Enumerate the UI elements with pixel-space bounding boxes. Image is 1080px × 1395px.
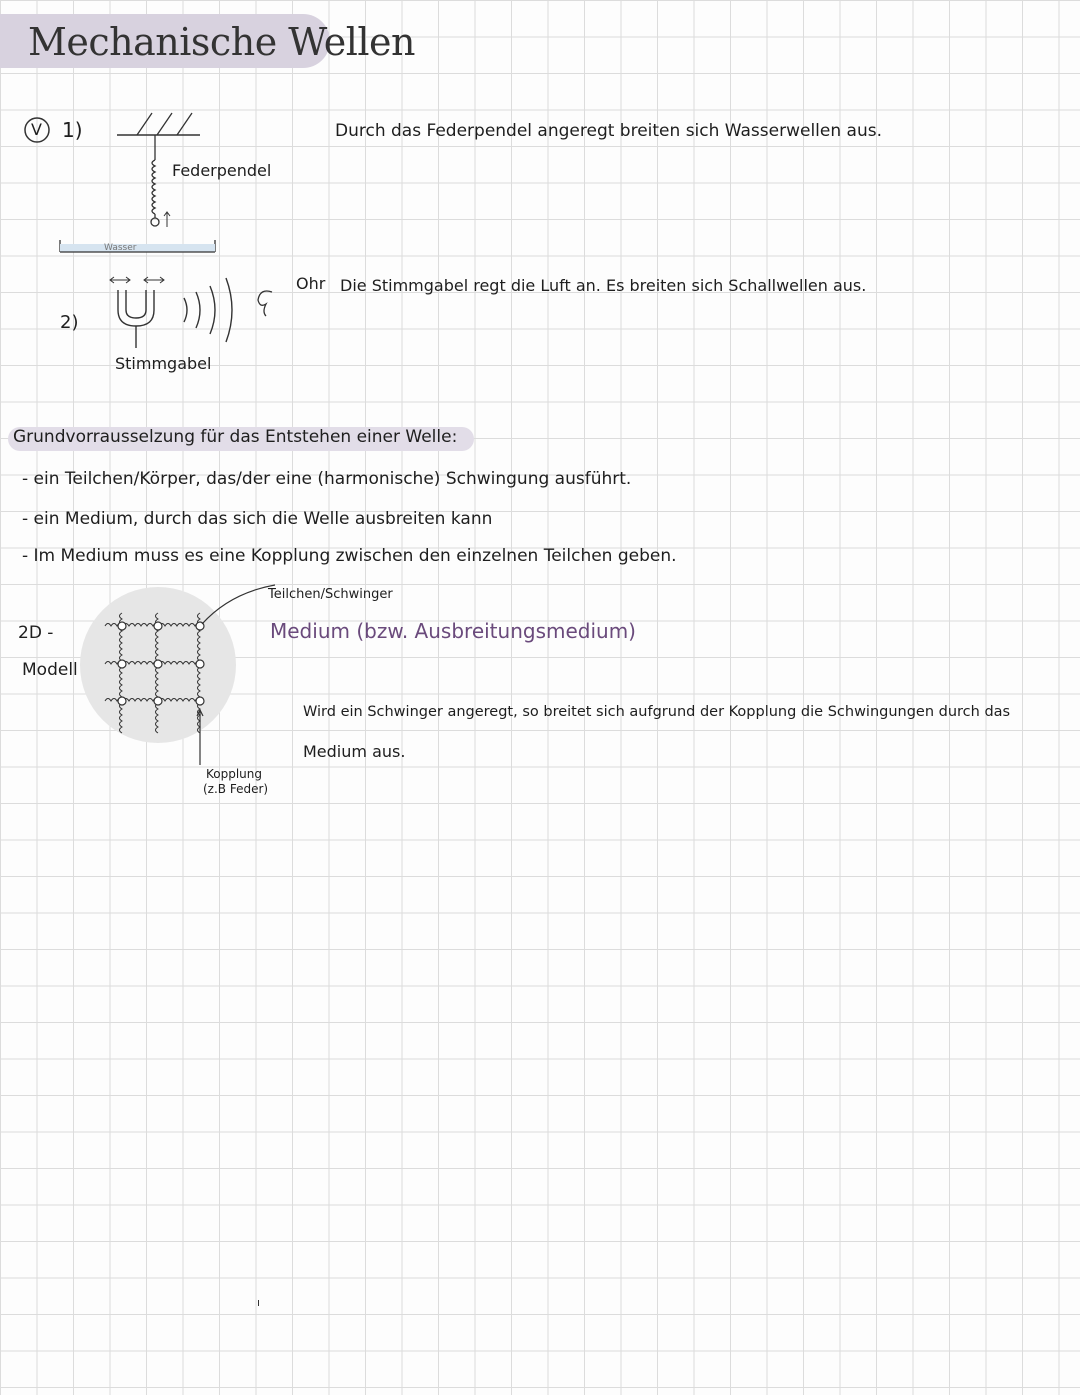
- requirements-heading: Grundvorrausselzung für das Entstehen einer Welle:: [13, 427, 458, 447]
- water-label: Wasser: [104, 243, 137, 253]
- tuning-fork-icon: [100, 268, 290, 358]
- coupling-label-line1: Kopplung: [206, 767, 263, 781]
- coupling-label-line2: (z.B Feder): [203, 782, 269, 796]
- pen-mark: [258, 1300, 259, 1306]
- model-explanation-line2: Medium aus.: [303, 742, 406, 761]
- tuning-fork-label: Stimmgabel: [115, 354, 212, 373]
- requirement-item: - ein Medium, durch das sich die Welle ausbreiten kann: [22, 509, 493, 529]
- exp2-number: 2): [60, 312, 79, 333]
- ear-label: Ohr: [296, 274, 326, 293]
- medium-label: Medium (bzw. Ausbreitungsmedium): [270, 619, 636, 643]
- model-label-line2: Modell: [22, 660, 78, 680]
- requirement-item: - ein Teilchen/Körper, das/der eine (harmonische) Schwingung ausführt.: [22, 469, 632, 489]
- 2d-model-diagram: [60, 575, 290, 775]
- model-explanation-line1: Wird ein Schwinger angeregt, so breitet sich aufgrund der Kopplung die Schwingungen durch das: [303, 704, 1011, 720]
- particles-label: Teilchen/Schwinger: [268, 587, 393, 602]
- section-marker: V: [31, 120, 42, 139]
- page-title: Mechanische Wellen: [28, 20, 415, 64]
- requirement-item: - Im Medium muss es eine Kopplung zwischen den einzelnen Teilchen geben.: [22, 546, 677, 566]
- model-label-line1: 2D -: [18, 623, 54, 643]
- exp2-description: Die Stimmgabel regt die Luft an. Es breiten sich Schallwellen aus.: [340, 276, 867, 295]
- exp1-number: 1): [62, 118, 83, 142]
- spring-pendulum-icon: [55, 105, 235, 260]
- exp1-description: Durch das Federpendel angeregt breiten sich Wasserwellen aus.: [335, 121, 882, 141]
- pendulum-label: Federpendel: [172, 161, 272, 180]
